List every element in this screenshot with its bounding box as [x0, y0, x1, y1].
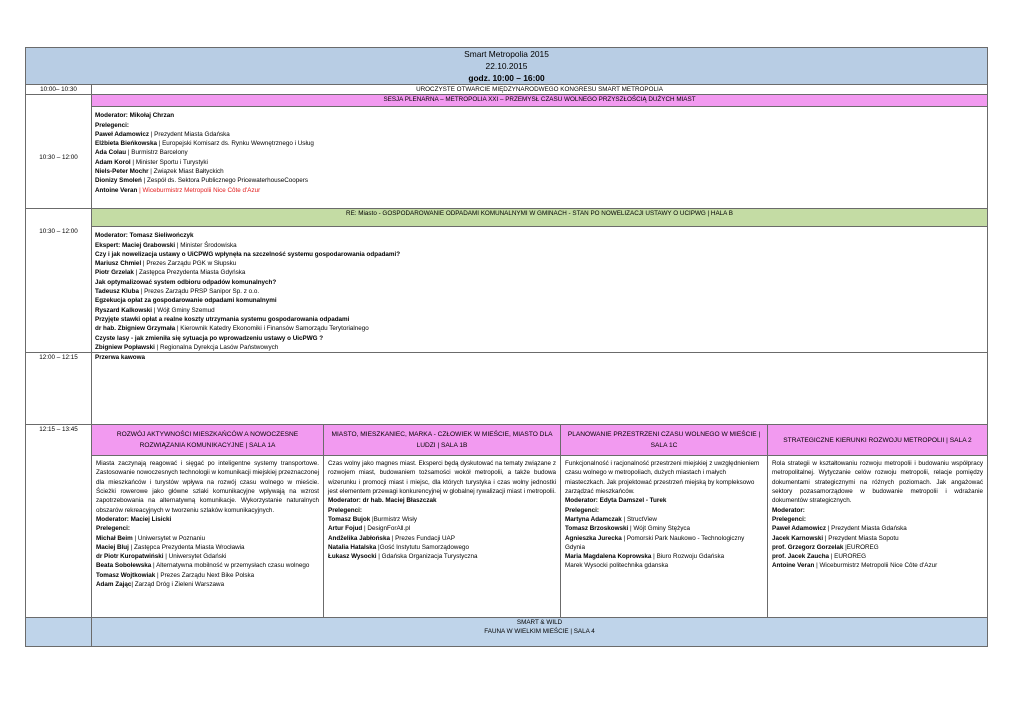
waste-line: Piotr Grzelak | Zastępca Prezydenta Miasta Gdyńska	[95, 269, 246, 277]
session-line: Moderator: Maciej Lisicki	[96, 515, 172, 523]
session-line: Adam Zając| Zarząd Dróg i Zieleni Warszawa	[96, 581, 225, 589]
plenary-time: 10:30 – 12:00	[26, 107, 92, 209]
event-title: Smart Metropolia 2015	[464, 49, 549, 59]
event-hours: godz. 10:00 – 16:00	[468, 73, 545, 83]
waste-title-time-cell	[26, 209, 92, 227]
session-line: Artur Fojud | DesignForAll.pl	[328, 525, 411, 533]
speaker-name: Ada Colau	[95, 149, 127, 157]
waste-line: Czyste lasy - jak zmieniła się sytuacja po wprowadzeniu ustawy o UicPWG ?	[95, 334, 324, 342]
session-line: Moderator: dr hab. Maciej Błaszczak	[328, 497, 437, 505]
plenary-speaker	[95, 167, 984, 176]
speaker-name: Elżbieta Bieńkowska	[95, 140, 157, 148]
session-line: Maciej Bluj | Zastępca Prezydenta Miasta Wrocławia	[96, 543, 245, 551]
plenary-session-title: SESJA PLENARNA – METROPOLIA XXI – PRZEMYSŁ CZASU WOLNEGO PRZYSZŁOŚCIĄ DUŻYCH MIAST	[92, 95, 988, 107]
waste-line: Czy i jak nowelizacja ustawy o UiCPWG wpłynęła na szczelność systemu gospodarowania odpadami?	[95, 250, 401, 258]
plenary-moderator: Moderator: Mikołaj Chrzan	[95, 112, 175, 120]
waste-content	[92, 227, 988, 353]
session-line: Andželika Jabłońska | Prezes Fundacji UAP	[328, 534, 455, 542]
speaker-role: | Prezydent Miasta Gdańska	[149, 130, 230, 138]
waste-line: Jak optymalizować system odbioru odpadów komunalnych?	[95, 278, 277, 286]
smart-wild-subtitle: FAUNA W WIELKIM MIEŚCIE | SALA 4	[484, 628, 595, 636]
session-2-title: STRATEGICZNE KIERUNKI ROZWOJU METROPOLII | SALA 2	[768, 425, 988, 456]
speaker-name: Antoine Veran	[95, 186, 138, 194]
opening-text: UROCZYSTE OTWARCIE MIĘDZYNARODWEGO KONGRESU SMART METROPOLIA	[92, 85, 988, 95]
waste-line: Ekspert: Maciej Grabowski | Minister Środowiska	[95, 241, 237, 249]
schedule-table	[25, 47, 988, 647]
parallel-content-row	[26, 456, 988, 618]
session-line: Jacek Karnowski | Prezydent Miasta Sopotu	[772, 534, 899, 542]
session-line: dr Piotr Kuropatwiński | Uniwersytet Gdański	[96, 553, 227, 561]
plenary-speaker	[95, 148, 984, 157]
session-line: Prelegenci:	[328, 506, 362, 514]
waste-line: dr hab. Zbigniew Grzymała | Kierownik Katedry Ekonomiki i Finansów Samorządu Terytorialnego	[95, 325, 369, 333]
session-line: Beata Sobolewska | Alternatywna mobilność w przemysłach czasu wolnego	[96, 562, 310, 570]
break-time: 12:00 – 12:15	[26, 353, 92, 425]
plenary-content	[92, 107, 988, 209]
session-1c-title: PLANOWANIE PRZESTRZENI CZASU WOLNEGO W MIEŚCIE | SALA 1C	[561, 425, 768, 456]
plenary-speaker	[95, 158, 984, 167]
session-line: Antoine Veran | Wiceburmistrz Metropolii Nice Côte d'Azur	[772, 562, 938, 570]
speaker-role: | Zespół ds. Sektora Publicznego PricewaterhouseCoopers	[141, 177, 309, 185]
plenary-title-row	[26, 95, 988, 107]
session-1c-description: Funkcjonalność i racjonalność przestrzeni miejskiej z uwzględnieniem czasu wolnego w metropoliach, dużych miastach i małych miasteczkach. Jak projektować przestrzeń miejską by kompleksowo zarządzać mieszkańców.	[565, 460, 760, 496]
waste-line: Ryszard Kalkowski | Wójt Gminy Szemud	[95, 306, 215, 314]
session-1b-description: Czas wolny jako magnes miast. Eksperci będą dyskutować na tematy związane z rozwojem miast, budowaniem tożsamości wokół metropolii, a także budowa wizerunku i promocji miast i miejsc, dla których turystyka i czas wolny jednostki jest elementem przewagi konkurencyjnej w globalnej rywalizacji miast i metropolii.	[328, 460, 556, 496]
header-cell	[26, 48, 988, 85]
event-date: 22.10.2015	[485, 61, 528, 71]
plenary-speaker	[95, 130, 984, 139]
session-line: Paweł Adamowicz | Prezydent Miasta Gdańska	[772, 525, 907, 533]
speaker-name: Dionizy Smoleń	[95, 177, 142, 185]
session-line: Moderator: Edyta Damszel - Turek	[565, 497, 667, 505]
parallel-time: 12:15 – 13:45	[26, 425, 92, 456]
speaker-name: Adam Korol	[95, 158, 131, 166]
session-line: Łukasz Wysocki | Gdańska Organizacja Turystyczna	[328, 553, 478, 561]
session-line: Prelegenci:	[96, 525, 130, 533]
session-1a-description: Miasta zaczynają reagować i sięgać po inteligentne systemy transportowe. Zastosowanie nowoczesnych technologii w komunikacji miejskiej przeznaczonej dla mieszkańców i turystów wpływa na rozwój czasu wolnego w mieście. Ścieżki rowerowe jako główne szlaki komunikacyjne wpływają na wzrost zapotrzebowania na alternatywną komunikacje. Wykorzystanie naturalnych obszarów rekreacyjnych w tworzeniu szlaków komunikacyjnych.	[96, 460, 319, 514]
speaker-role: | Minister Sportu i Turystyki	[130, 158, 208, 166]
session-line: Marek Wysocki politechnika gdanska	[565, 562, 669, 570]
plenary-prelegenci: Prelegenci:	[95, 121, 129, 129]
session-line: Natalia Hatalska |Gość Instytutu Samorządowego	[328, 543, 469, 551]
plenary-title-time-cell	[26, 95, 92, 107]
speaker-name: Paweł Adamowicz	[95, 130, 150, 138]
session-line: Agnieszka Jurecka | Pomorski Park Naukowo - Technologiczny Gdynia	[565, 534, 745, 551]
waste-row	[26, 227, 988, 353]
session-line: prof. Grzegorz Gorzelak |EUROREG	[772, 543, 879, 551]
session-line: Prelegenci:	[772, 515, 806, 523]
session-line: Martyna Adamczak | StructView	[565, 515, 657, 523]
session-line: Michał Beim | Uniwersytet w Poznaniu	[96, 534, 206, 542]
waste-time: 10:30 – 12:00	[26, 227, 92, 353]
plenary-speaker	[95, 186, 984, 195]
opening-row	[26, 85, 988, 95]
plenary-speaker	[95, 139, 984, 148]
session-1a-title: ROZWÓJ AKTYWNOŚCI MIESZKAŃCÓW A NOWOCZESNE ROZWIĄZANIA KOMUNIKACYJNE | SALA 1A	[92, 425, 324, 456]
session-1c-content	[561, 456, 768, 618]
plenary-row	[26, 107, 988, 209]
waste-line: Przyjęte stawki opłat a realne koszty utrzymania systemu gospodarowania odpadami	[95, 315, 350, 323]
opening-time: 10:00– 10:30	[26, 85, 92, 95]
session-1b-content	[324, 456, 561, 618]
session-line: Tomasz Wojtkowiak | Prezes Zarządu Next Bike Polska	[96, 571, 255, 579]
break-row	[26, 353, 988, 425]
speaker-name: Niels-Peter Mochr	[95, 168, 149, 176]
plenary-speaker	[95, 176, 984, 185]
smart-wild-title: SMART & WILD	[516, 619, 563, 627]
speaker-role: | Burmistrz Barcelony	[126, 149, 188, 157]
parallel-sessions-row	[26, 425, 988, 456]
smart-wild-time-cell	[26, 618, 92, 647]
session-line: prof. Jacek Zaucha | EUROREG	[772, 553, 867, 561]
session-1b-title: MIASTO, MIESZKANIEC, MARKA - CZŁOWIEK W MIEŚCIE, MIASTO DLA LUDZI | SALA 1B	[324, 425, 561, 456]
smart-wild-cell	[92, 618, 988, 647]
waste-line: Moderator: Tomasz Sieliwończyk	[95, 232, 194, 240]
parallel-content-time-cell	[26, 456, 92, 618]
session-line: Moderator:	[772, 506, 805, 514]
session-2-content	[768, 456, 988, 618]
break-text: Przerwa kawowa	[92, 353, 988, 425]
session-line: Tomasz Bujok |Burmistrz Wisły	[328, 515, 417, 523]
session-line: Maria Magdalena Koprowska | Biuro Rozwoju Gdańska	[565, 553, 725, 561]
session-1a-content	[92, 456, 324, 618]
waste-line: Mariusz Chmiel | Prezes Zarządu PGK w Słupsku	[95, 260, 237, 268]
session-line: Prelegenci:	[565, 506, 599, 514]
speaker-role: | Wiceburmistrz Metropolii Nice Côte d'Azur	[137, 186, 261, 194]
session-2-description: Rola strategii w kształtowaniu rozwoju metropolii i budowaniu współpracy metropolitalnej. Wytyczanie celów rozwoju metropolii, relacje pomiędzy dokumentami strategicznymi na różnych poziomach. Jak angażować sektory pozasamorządowe w budowanie metropolii i wdrażanie dokumentów strategicznych.	[772, 460, 984, 505]
speaker-role: | Europejski Komisarz ds. Rynku Wewnętrznego i Usług	[156, 140, 314, 148]
waste-title-row	[26, 209, 988, 227]
smart-wild-row	[26, 618, 988, 647]
header-row	[26, 48, 988, 85]
speaker-role: | Związek Miast Bałtyckich	[148, 168, 224, 176]
waste-session-title: RE: Miasto - GOSPODAROWANIE ODPADAMI KOMUNALNYMI W GMINACH - STAN PO NOWELIZACJI USTAWY O UCIPWG | HALA B	[92, 209, 988, 227]
waste-line: Zbigniew Popławski | Regionalna Dyrekcja Lasów Państwowych	[95, 343, 279, 351]
waste-line: Tadeusz Kluba | Prezes Zarządu PRSP Sanipor Sp. z o.o.	[95, 288, 260, 296]
waste-line: Egzekucja opłat za gospodarowanie odpadami komunalnymi	[95, 297, 277, 305]
session-line: Tomasz Brzoskowski | Wójt Gminy Stężyca	[565, 525, 691, 533]
